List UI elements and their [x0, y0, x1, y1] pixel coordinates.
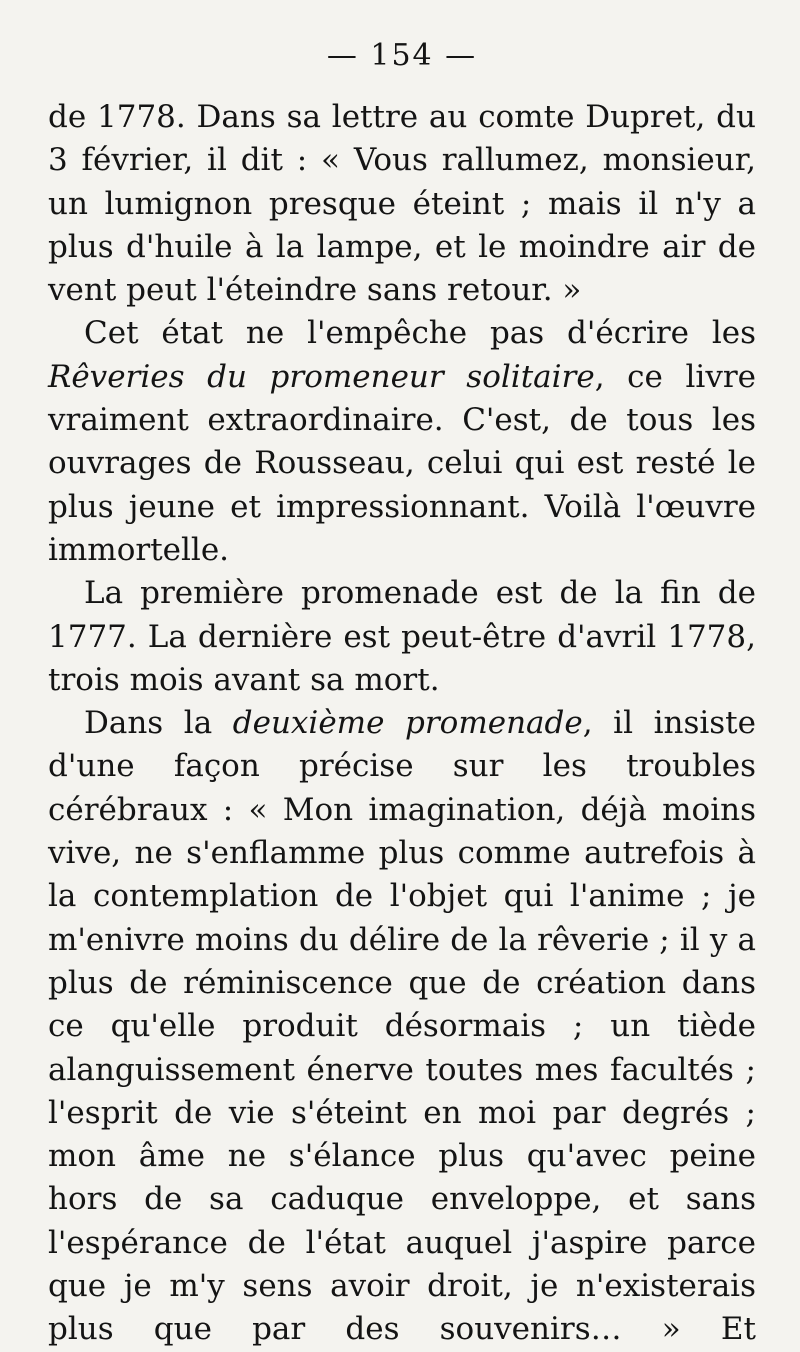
page-body [48, 96, 756, 1352]
paragraph-2-text-b: , ce livre vraiment extraordinaire. C'est, de tous les ouvrages de Rousseau, celui qui est resté le plus jeune et impressionnant. Voilà l'œuvre immortelle. [48, 358, 756, 568]
paragraph-4 [48, 702, 756, 1351]
paragraph-3: La première promenade est de la fin de 1777. La dernière est peut-être d'avril 1778, trois mois avant sa mort. [48, 575, 756, 698]
paragraph-4-text-a: Dans la [84, 705, 233, 742]
book-title-italic: Rêveries du promeneur solitaire [48, 358, 595, 395]
paragraph-2 [48, 312, 756, 572]
paragraph-4-text-b: , il insiste d'une façon précise sur les troubles cérébraux : « Mon imagination, déjà moins vive, ne s'enflamme plus comme autrefois à la contemplation de l'objet qui l'anime ; je m'enivre moins du délire de la rêverie ; il y a plus de réminiscence que de création dans ce qu'elle produit désormais ; un tiède alanguissement énerve toutes mes facultés ; l'esprit de vie s'éteint en moi par degrés ; mon âme ne s'élance plus qu'avec peine hors de sa caduque enveloppe, et sans l'espérance de l'état auquel j'aspire parce que je m'y sens avoir droit, je n'existerais plus que par des souvenirs… » Et [48, 705, 756, 1348]
paragraph-2-text-a: Cet état ne l'empêche pas d'écrire les [84, 315, 756, 352]
promenade-title-italic: deuxième promenade [232, 705, 583, 742]
paragraph-1: de 1778. Dans sa lettre au comte Dupret, du 3 février, il dit : « Vous rallumez, monsieur, un lumignon presque éteint ; mais il n'y a plus d'huile à la lampe, et le moindre air de vent peut l'éteindre sans retour. » [48, 99, 756, 309]
page-number: — 154 — [326, 38, 478, 73]
